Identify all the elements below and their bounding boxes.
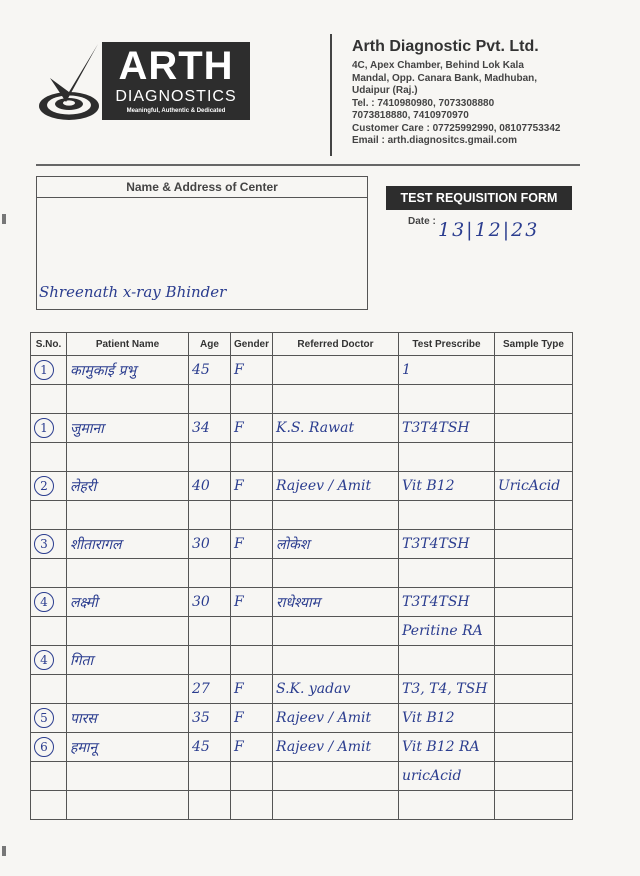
cell-referred-doctor: K.S. Rawat (273, 414, 399, 443)
cell-referred-doctor (273, 762, 399, 791)
center-box-title: Name & Address of Center (37, 177, 367, 198)
cell-patient-name: लक्ष्मी (67, 588, 189, 617)
cell-referred-doctor (273, 617, 399, 646)
cell-patient-name (67, 385, 189, 414)
header-rule (36, 164, 580, 166)
table-row (31, 675, 573, 704)
circled-sno: 3 (34, 534, 54, 554)
table-row (31, 414, 573, 443)
cell-gender (231, 762, 273, 791)
center-handwritten-name: Shreenath x-ray Bhinder (39, 283, 227, 301)
cell-sample-type (495, 646, 573, 675)
cell-patient-name: शीतारागल (67, 530, 189, 559)
cell-sample-type (495, 559, 573, 588)
scan-mark (2, 846, 6, 856)
table-row (31, 588, 573, 617)
header-sample-type: Sample Type (495, 333, 573, 356)
cell-test-prescribe: Vit B12 (399, 704, 495, 733)
cell-referred-doctor (273, 791, 399, 820)
cell-test-prescribe: 1 (399, 356, 495, 385)
cell-gender (231, 385, 273, 414)
cell-test-prescribe: T3T4TSH (399, 414, 495, 443)
header-referred-doctor: Referred Doctor (273, 333, 399, 356)
cell-sample-type (495, 675, 573, 704)
cell-age (189, 385, 231, 414)
table-row (31, 762, 573, 791)
cell-referred-doctor (273, 559, 399, 588)
logo-brand: ARTH (118, 44, 234, 88)
cell-patient-name (67, 675, 189, 704)
cell-sno (31, 356, 67, 385)
cell-sample-type (495, 414, 573, 443)
cell-test-prescribe (399, 791, 495, 820)
cell-test-prescribe: Vit B12 (399, 472, 495, 501)
address-line: Email : arth.diagnositcs.gmail.com (352, 135, 518, 146)
cell-patient-name: जुमाना (67, 414, 189, 443)
cell-referred-doctor: Rajeev / Amit (273, 733, 399, 762)
table-row (31, 501, 573, 530)
date-value: 13|12|23 (438, 219, 540, 241)
address-line: Customer Care : 07725992990, 08107753342 (352, 122, 561, 134)
cell-test-prescribe: T3, T4, TSH (399, 675, 495, 704)
cell-referred-doctor: Rajeev / Amit (273, 472, 399, 501)
cell-test-prescribe: T3T4TSH (399, 588, 495, 617)
cell-patient-name: हमानू (67, 733, 189, 762)
table-row (31, 646, 573, 675)
cell-age (189, 791, 231, 820)
cell-test-prescribe: uricAcid (399, 762, 495, 791)
cell-age (189, 501, 231, 530)
cell-age: 34 (189, 414, 231, 443)
cell-age: 45 (189, 356, 231, 385)
cell-sample-type (495, 356, 573, 385)
circled-sno: 4 (34, 650, 54, 670)
cell-gender: F (231, 733, 273, 762)
logo-box (102, 42, 250, 120)
cell-patient-name (67, 791, 189, 820)
cell-sno (31, 385, 67, 414)
cell-gender: F (231, 530, 273, 559)
header-age: Age (189, 333, 231, 356)
cell-patient-name (67, 443, 189, 472)
address-line: Tel. : 7410980980, 7073308880 (352, 97, 495, 109)
cell-test-prescribe: T3T4TSH (399, 530, 495, 559)
cell-test-prescribe (399, 443, 495, 472)
form-title: TEST REQUISITION FORM (386, 186, 572, 210)
address-line: 7073818880, 7410970970 (352, 110, 469, 121)
company-address (352, 60, 602, 148)
cell-sno (31, 501, 67, 530)
cell-patient-name: कामुकाई प्रभु (67, 356, 189, 385)
cell-sno (31, 704, 67, 733)
cell-gender (231, 559, 273, 588)
header-sno: S.No. (31, 333, 67, 356)
logo-tagline: Meaningful, Authentic & Dedicated (126, 108, 226, 114)
cell-sno (31, 530, 67, 559)
cell-sample-type (495, 733, 573, 762)
cell-test-prescribe (399, 501, 495, 530)
cell-patient-name: गिता (67, 646, 189, 675)
circled-sno: 5 (34, 708, 54, 728)
cell-patient-name (67, 501, 189, 530)
date-label: Date : (408, 216, 436, 227)
cell-gender (231, 501, 273, 530)
cell-age: 27 (189, 675, 231, 704)
table-row (31, 733, 573, 762)
cell-gender: F (231, 356, 273, 385)
company-name: Arth Diagnostic Pvt. Ltd. (352, 38, 539, 55)
cell-age (189, 559, 231, 588)
cell-gender: F (231, 704, 273, 733)
cell-gender: F (231, 414, 273, 443)
cell-patient-name (67, 762, 189, 791)
table-row (31, 530, 573, 559)
cell-sample-type (495, 704, 573, 733)
cell-sno (31, 617, 67, 646)
cell-sample-type (495, 588, 573, 617)
cell-test-prescribe (399, 385, 495, 414)
cell-sno (31, 588, 67, 617)
cell-gender: F (231, 588, 273, 617)
cell-gender (231, 791, 273, 820)
address-line: 4C, Apex Chamber, Behind Lok Kala (352, 60, 524, 71)
logo-target-icon (36, 40, 102, 124)
table-row (31, 559, 573, 588)
cell-gender: F (231, 472, 273, 501)
table-row (31, 443, 573, 472)
cell-sample-type (495, 762, 573, 791)
cell-sample-type (495, 501, 573, 530)
cell-patient-name: लेहरी (67, 472, 189, 501)
cell-patient-name: पारस (67, 704, 189, 733)
cell-sample-type (495, 617, 573, 646)
cell-patient-name (67, 617, 189, 646)
cell-test-prescribe (399, 559, 495, 588)
cell-test-prescribe (399, 646, 495, 675)
cell-age: 35 (189, 704, 231, 733)
cell-sample-type (495, 443, 573, 472)
cell-age: 40 (189, 472, 231, 501)
requisition-table (30, 332, 573, 820)
table-row (31, 385, 573, 414)
cell-sample-type: UricAcid (495, 472, 573, 501)
cell-gender (231, 617, 273, 646)
cell-sno (31, 443, 67, 472)
cell-patient-name (67, 559, 189, 588)
cell-age: 30 (189, 530, 231, 559)
cell-age (189, 646, 231, 675)
cell-age (189, 443, 231, 472)
scan-mark (2, 214, 6, 224)
header-patient-name: Patient Name (67, 333, 189, 356)
cell-age: 30 (189, 588, 231, 617)
circled-sno: 4 (34, 592, 54, 612)
cell-referred-doctor (273, 385, 399, 414)
cell-gender (231, 443, 273, 472)
cell-referred-doctor (273, 501, 399, 530)
circled-sno: 6 (34, 737, 54, 757)
cell-sno (31, 414, 67, 443)
circled-sno: 2 (34, 476, 54, 496)
cell-age: 45 (189, 733, 231, 762)
cell-age (189, 617, 231, 646)
cell-age (189, 762, 231, 791)
circled-sno: 1 (34, 418, 54, 438)
logo-sub: DIAGNOSTICS (115, 88, 237, 105)
cell-sample-type (495, 530, 573, 559)
cell-test-prescribe: Peritine RA (399, 617, 495, 646)
header-divider (330, 34, 332, 156)
table-row (31, 472, 573, 501)
table-row (31, 617, 573, 646)
cell-sno (31, 675, 67, 704)
address-line: Udaipur (Raj.) (352, 85, 418, 96)
cell-referred-doctor (273, 443, 399, 472)
cell-test-prescribe: Vit B12 RA (399, 733, 495, 762)
cell-referred-doctor: लोकेश (273, 530, 399, 559)
address-line: Mandal, Opp. Canara Bank, Madhuban, (352, 72, 538, 84)
table-header-row (31, 333, 573, 356)
cell-referred-doctor: S.K. yadav (273, 675, 399, 704)
cell-sno (31, 762, 67, 791)
table-row (31, 704, 573, 733)
center-address-box (36, 176, 368, 310)
cell-sno (31, 733, 67, 762)
circled-sno: 1 (34, 360, 54, 380)
cell-sno (31, 559, 67, 588)
cell-sample-type (495, 791, 573, 820)
cell-sno (31, 646, 67, 675)
table-row (31, 356, 573, 385)
header-test-prescribe: Test Prescribe (399, 333, 495, 356)
cell-gender (231, 646, 273, 675)
cell-sample-type (495, 385, 573, 414)
header-gender: Gender (231, 333, 273, 356)
cell-referred-doctor (273, 356, 399, 385)
cell-gender: F (231, 675, 273, 704)
cell-referred-doctor: राधेश्याम (273, 588, 399, 617)
cell-sno (31, 791, 67, 820)
cell-sno (31, 472, 67, 501)
cell-referred-doctor: Rajeev / Amit (273, 704, 399, 733)
cell-referred-doctor (273, 646, 399, 675)
table-row (31, 791, 573, 820)
